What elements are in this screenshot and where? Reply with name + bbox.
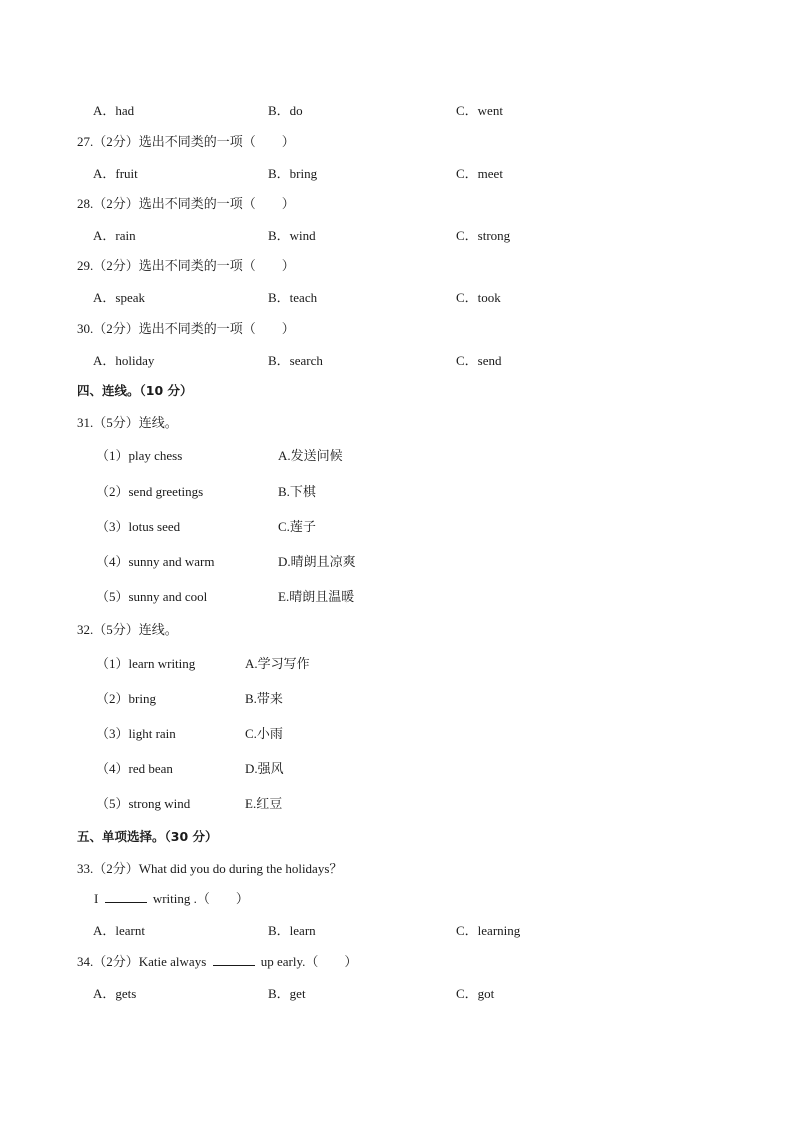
- q27-option-b: B．bring: [268, 166, 318, 181]
- q33-sentence: [94, 891, 249, 907]
- q30-option-c: C．send: [456, 353, 502, 368]
- q33-sentence-start: I: [94, 891, 102, 906]
- section5-title: 五、单项选择。（30 分）: [77, 829, 218, 844]
- q32-left-5: （5）strong wind: [96, 796, 191, 811]
- q31-stem: 31.（5分）连线。: [77, 415, 178, 430]
- q33-option-c: C．learning: [456, 923, 521, 938]
- q30-option-a: A．holiday: [93, 353, 155, 368]
- q31-left-5: （5）sunny and cool: [96, 589, 208, 604]
- q29-option-a: A．speak: [93, 290, 145, 305]
- q30-option-b: B．search: [268, 353, 323, 368]
- q32-right-b: B.带来: [245, 691, 283, 706]
- q34-stem-start: 34.（2分）Katie always: [77, 954, 210, 969]
- q28-option-b: B．wind: [268, 228, 316, 243]
- q34-stem: [77, 954, 357, 970]
- q29-stem: 29.（2分）选出不同类的一项（ ）: [77, 258, 295, 273]
- q26-option-c: C．went: [456, 103, 503, 118]
- q32-stem: 32.（5分）连线。: [77, 622, 178, 637]
- q28-stem: 28.（2分）选出不同类的一项（ ）: [77, 196, 295, 211]
- q28-option-c: C．strong: [456, 228, 511, 243]
- q32-left-3: （3）light rain: [96, 726, 176, 741]
- q34-option-c: C．got: [456, 986, 495, 1001]
- section4-title: 四、连线。（10 分）: [77, 383, 193, 398]
- q33-option-b: B．learn: [268, 923, 316, 938]
- q31-left-2: （2）send greetings: [96, 484, 204, 499]
- q28-option-a: A．rain: [93, 228, 136, 243]
- q33-answer-blank[interactable]: [105, 891, 147, 903]
- q26-option-b: B．do: [268, 103, 303, 118]
- q32-right-d: D.强风: [245, 761, 284, 776]
- q30-stem: 30.（2分）选出不同类的一项（ ）: [77, 321, 295, 336]
- q31-left-1: （1）play chess: [96, 448, 183, 463]
- q32-left-4: （4）red bean: [96, 761, 173, 776]
- q34-option-b: B．get: [268, 986, 306, 1001]
- q29-option-c: C．took: [456, 290, 501, 305]
- q33-option-a: A．learnt: [93, 923, 145, 938]
- q31-right-b: B.下棋: [278, 484, 316, 499]
- q34-stem-end: up early.（ ）: [257, 954, 358, 969]
- q32-right-e: E.红豆: [245, 796, 283, 811]
- q34-answer-blank[interactable]: [213, 954, 255, 966]
- q29-option-b: B．teach: [268, 290, 318, 305]
- q27-option-a: A．fruit: [93, 166, 138, 181]
- q31-left-3: （3）lotus seed: [96, 519, 181, 534]
- q31-right-e: E.晴朗且温暖: [278, 589, 355, 604]
- q33-sentence-end: writing .（ ）: [149, 891, 249, 906]
- q32-left-2: （2）bring: [96, 691, 156, 706]
- q31-right-c: C.莲子: [278, 519, 316, 534]
- q31-left-4: （4）sunny and warm: [96, 554, 215, 569]
- q26-option-a: A．had: [93, 103, 135, 118]
- q34-option-a: A．gets: [93, 986, 137, 1001]
- q32-right-c: C.小雨: [245, 726, 283, 741]
- q27-stem: 27.（2分）选出不同类的一项（ ）: [77, 134, 295, 149]
- q33-stem: 33.（2分）What did you do during the holidays？: [77, 861, 343, 876]
- q31-right-a: A.发送问候: [278, 448, 343, 463]
- q32-right-a: A.学习写作: [245, 656, 310, 671]
- q27-option-c: C．meet: [456, 166, 503, 181]
- q31-right-d: D.晴朗且凉爽: [278, 554, 356, 569]
- q32-left-1: （1）learn writing: [96, 656, 196, 671]
